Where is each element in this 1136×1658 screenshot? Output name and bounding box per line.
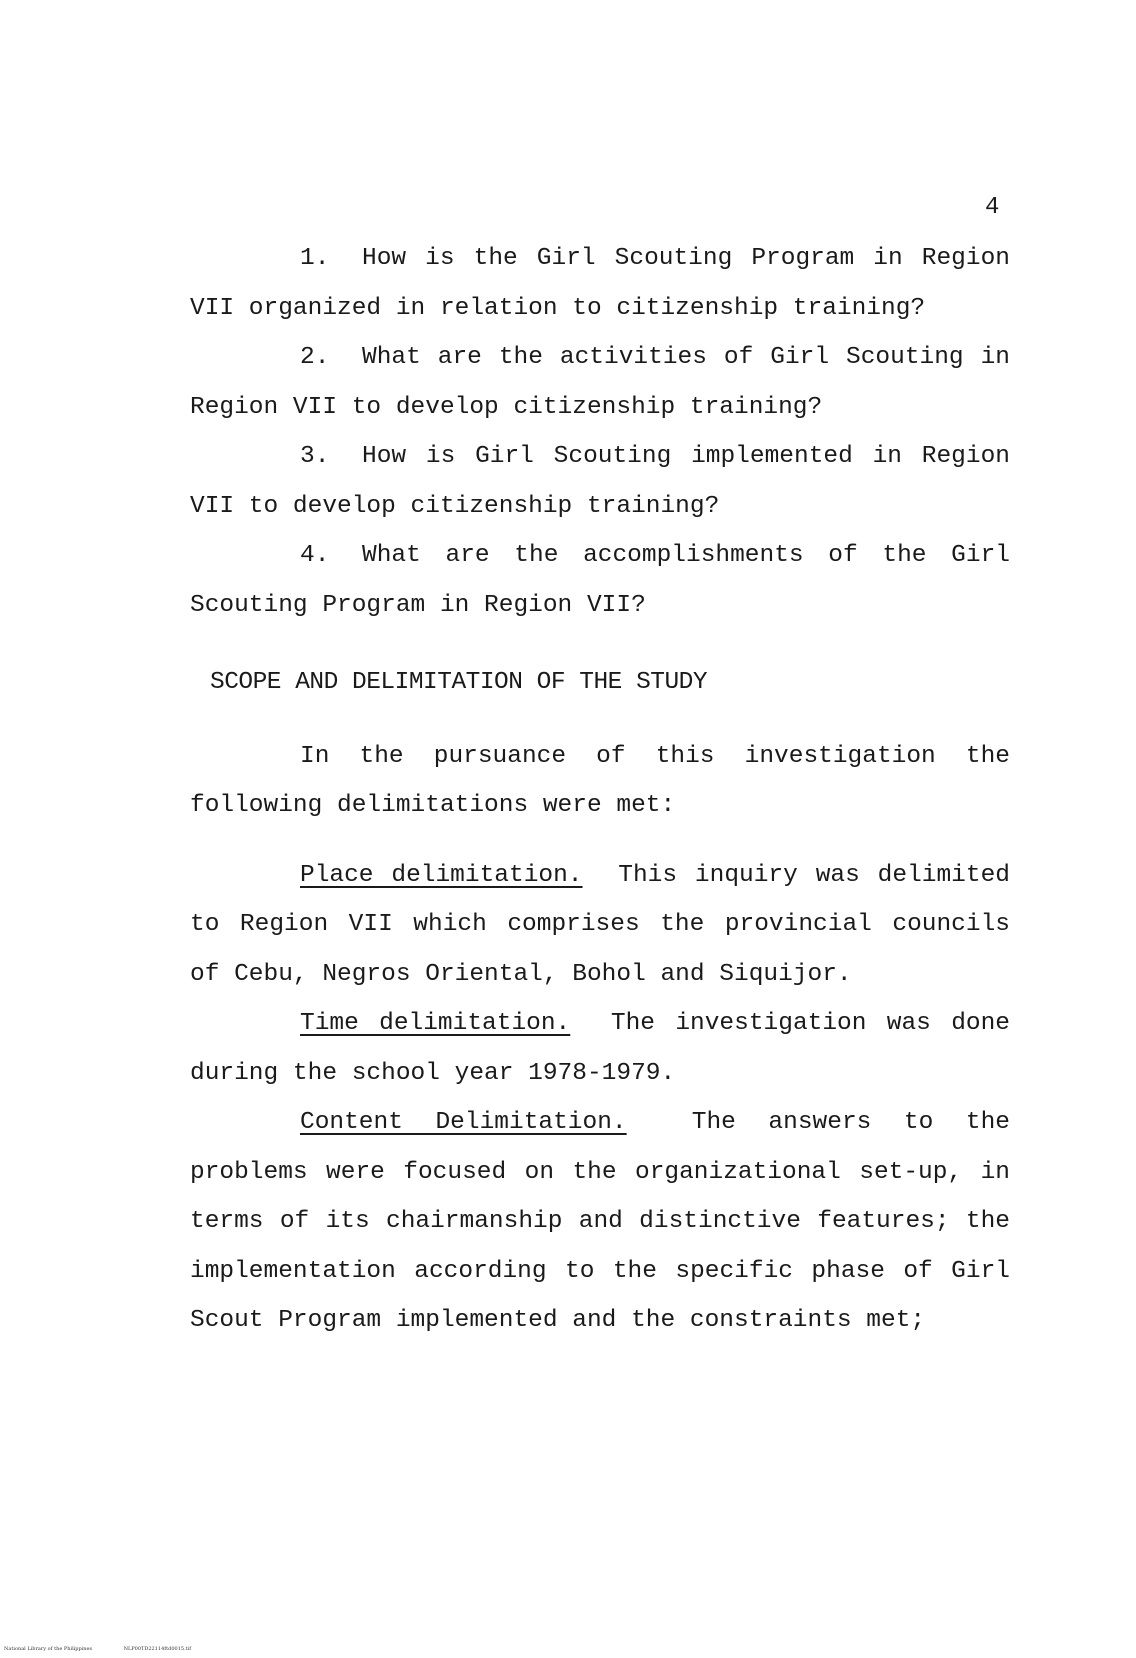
question-item bbox=[190, 234, 1010, 333]
delimitation-label: Content Delimitation. bbox=[300, 1109, 627, 1136]
document-body bbox=[190, 234, 1010, 1346]
question-number: 2. bbox=[300, 344, 330, 371]
question-item bbox=[190, 432, 1010, 531]
question-text: How is Girl Scouting implemented in Region VII to develop citizenship training? bbox=[190, 443, 1010, 520]
library-name: National Library of the Philippines bbox=[4, 1646, 93, 1652]
place-delimitation-paragraph bbox=[190, 851, 1010, 1000]
delimitation-text: This inquiry was delimited to Region VII which comprises the provincial councils of Cebu, Negros Oriental, Bohol and Siquijor. bbox=[190, 861, 1010, 988]
question-number: 3. bbox=[300, 443, 330, 470]
question-item bbox=[190, 531, 1010, 630]
scan-filename: NLP00TD22114ftd0015.tif bbox=[123, 1646, 192, 1652]
content-delimitation-paragraph bbox=[190, 1098, 1010, 1346]
question-item bbox=[190, 333, 1010, 432]
question-text: What are the accomplishments of the Girl Scouting Program in Region VII? bbox=[190, 542, 1010, 619]
section-heading: SCOPE AND DELIMITATION OF THE STUDY bbox=[210, 669, 708, 696]
question-number: 1. bbox=[300, 245, 330, 272]
time-delimitation-paragraph bbox=[190, 999, 1010, 1098]
question-number: 4. bbox=[300, 542, 330, 569]
page-number: 4 bbox=[985, 194, 1000, 221]
delimitation-label: Time delimitation. bbox=[300, 1010, 571, 1037]
question-text: What are the activities of Girl Scouting in Region VII to develop citizenship training? bbox=[190, 344, 1010, 421]
delimitation-label: Place delimitation. bbox=[300, 861, 583, 889]
intro-paragraph: In the pursuance of this investigation the following delimitations were met: bbox=[190, 742, 1010, 819]
question-text: How is the Girl Scouting Program in Region VII organized in relation to citizenship training? bbox=[190, 245, 1010, 322]
scan-footer bbox=[4, 1646, 221, 1652]
delimitation-text: The investigation was done during the school year 1978-1979. bbox=[190, 1010, 1011, 1087]
delimitation-text: The answers to the problems were focused on the organizational set-up, in terms of its chairmanship and distinctive features; the implementation according to the specific phase of Girl Scout Program implemented and the constraints met; bbox=[190, 1109, 1010, 1334]
